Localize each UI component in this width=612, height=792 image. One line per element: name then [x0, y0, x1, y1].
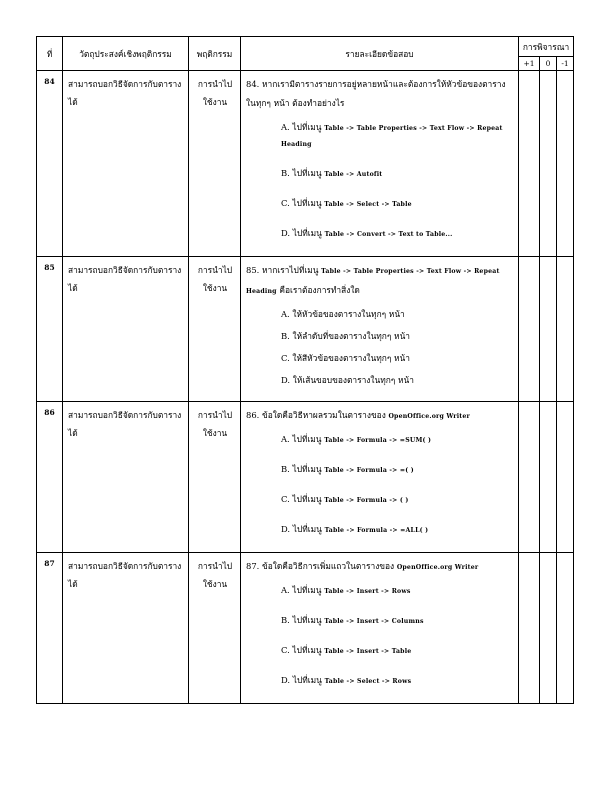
answer-option-label: D. ไปที่เมนู — [281, 675, 325, 685]
answer-option-menu-path: Table -> Table Properties -> Text Flow -> Repeat Heading — [281, 125, 503, 148]
answer-option-menu-path: Table -> Insert -> Table — [324, 648, 412, 655]
objective-cell: สามารถบอกวิธีจัดการกับตารางได้ — [63, 71, 189, 257]
answer-option-menu-path: Table -> Autofit — [324, 171, 383, 178]
answer-option — [246, 307, 514, 323]
answer-option — [246, 196, 514, 212]
answer-option-label: A. ให้หัวข้อของตารางในทุกๆ หน้า — [281, 309, 405, 319]
answer-option — [246, 329, 514, 345]
answer-option-menu-path: Table -> Convert -> Text to Table... — [324, 231, 453, 238]
question-table — [36, 36, 574, 704]
answer-option — [246, 351, 514, 367]
answer-option — [246, 166, 514, 182]
question-text: 84. หากเรามีตารางรายการอยู่หลายหน้าและต้องการให้หัวข้อของตารางในทุกๆ หน้า ต้องทำอย่างไร — [246, 79, 506, 108]
answer-option-menu-path: Table -> Select -> Table — [324, 201, 412, 208]
answer-option-menu-path: Table -> Insert -> Rows — [324, 588, 411, 595]
detail-cell — [241, 257, 519, 402]
answer-option — [246, 643, 514, 659]
detail-cell — [241, 553, 519, 704]
answer-option-label: C. ไปที่เมนู — [281, 198, 325, 208]
table-row — [37, 257, 574, 402]
header-score-plus: +1 — [519, 57, 540, 71]
score-zero-cell — [540, 257, 557, 402]
objective-cell: สามารถบอกวิธีจัดการกับตารางได้ — [63, 257, 189, 402]
header-score-minus: -1 — [557, 57, 574, 71]
question-rows — [37, 71, 574, 704]
answer-option — [246, 120, 514, 152]
detail-cell — [241, 71, 519, 257]
score-minus-cell — [557, 402, 574, 553]
question-stem — [246, 406, 514, 426]
answer-option-menu-path: Table -> Formula -> =( ) — [324, 467, 414, 474]
question-number: 84 — [37, 71, 63, 257]
answer-option — [246, 462, 514, 478]
objective-cell: สามารถบอกวิธีจัดการกับตารางได้ — [63, 553, 189, 704]
answer-option — [246, 226, 514, 242]
answer-option — [246, 492, 514, 508]
question-text: คือเราต้องการทำสิ่งใด — [276, 285, 360, 295]
answer-option-label: C. ไปที่เมนู — [281, 494, 325, 504]
header-behavior: พฤติกรรม — [189, 37, 241, 71]
answer-option-label: D. ไปที่เมนู — [281, 228, 325, 238]
answer-option-menu-path: Table -> Formula -> =ALL( ) — [324, 527, 429, 534]
header-consider: การพิจารณา — [519, 37, 574, 57]
score-plus-cell — [519, 402, 540, 553]
score-minus-cell — [557, 71, 574, 257]
header-score-zero: 0 — [540, 57, 557, 71]
answer-option-menu-path: Table -> Formula -> ( ) — [324, 497, 409, 504]
question-number: 86 — [37, 402, 63, 553]
behavior-cell: การนำไปใช้งาน — [189, 71, 241, 257]
answer-option-label: D. ไปที่เมนู — [281, 524, 325, 534]
answer-option-label: B. ไปที่เมนู — [281, 464, 325, 474]
answer-option — [246, 522, 514, 538]
question-menu-path: Table -> Table Properties -> Text Flow -> Repeat Heading — [246, 268, 500, 295]
answer-option-menu-path: Table -> Select -> Rows — [324, 678, 412, 685]
header-objective: วัตถุประสงค์เชิงพฤติกรรม — [63, 37, 189, 71]
table-row — [37, 71, 574, 257]
answer-option-label: B. ไปที่เมนู — [281, 168, 325, 178]
score-minus-cell — [557, 553, 574, 704]
answer-option-label: B. ไปที่เมนู — [281, 615, 325, 625]
objective-cell: สามารถบอกวิธีจัดการกับตารางได้ — [63, 402, 189, 553]
question-number: 87 — [37, 553, 63, 704]
answer-option — [246, 583, 514, 599]
score-plus-cell — [519, 71, 540, 257]
behavior-cell: การนำไปใช้งาน — [189, 257, 241, 402]
question-menu-path: OpenOffice.org Writer — [396, 564, 479, 571]
score-zero-cell — [540, 402, 557, 553]
question-stem — [246, 261, 514, 301]
answer-option-label: C. ไปที่เมนู — [281, 645, 325, 655]
behavior-cell: การนำไปใช้งาน — [189, 553, 241, 704]
answer-option-label: B. ให้ลำดับที่ของตารางในทุกๆ หน้า — [281, 331, 410, 341]
answer-option — [246, 613, 514, 629]
answer-option — [246, 673, 514, 689]
answer-option-label: A. ไปที่เมนู — [281, 585, 325, 595]
question-stem — [246, 557, 514, 577]
header-no: ที่ — [37, 37, 63, 71]
question-number: 85 — [37, 257, 63, 402]
header-detail: รายละเอียดข้อสอบ — [241, 37, 519, 71]
behavior-cell: การนำไปใช้งาน — [189, 402, 241, 553]
score-zero-cell — [540, 553, 557, 704]
question-text: 85. หากเราไปที่เมนู — [246, 265, 322, 275]
question-stem — [246, 75, 514, 114]
answer-option-label: A. ไปที่เมนู — [281, 122, 325, 132]
answer-option-label: A. ไปที่เมนู — [281, 434, 325, 444]
score-plus-cell — [519, 257, 540, 402]
answer-option-label: C. ให้สีหัวข้อของตารางในทุกๆ หน้า — [281, 353, 410, 363]
table-row — [37, 553, 574, 704]
score-plus-cell — [519, 553, 540, 704]
table-row — [37, 402, 574, 553]
score-minus-cell — [557, 257, 574, 402]
answer-option — [246, 432, 514, 448]
score-zero-cell — [540, 71, 557, 257]
question-text: 87. ข้อใดคือวิธีการเพิ่มแถวในตารางของ — [246, 561, 397, 571]
answer-option-menu-path: Table -> Insert -> Columns — [324, 618, 424, 625]
question-menu-path: OpenOffice.org Writer — [388, 413, 470, 420]
detail-cell — [241, 402, 519, 553]
question-text: 86. ข้อใดคือวิธีหาผลรวมในตารางของ — [246, 410, 389, 420]
answer-option-label: D. ให้เส้นขอบของตารางในทุกๆ หน้า — [281, 375, 414, 385]
answer-option-menu-path: Table -> Formula -> =SUM( ) — [324, 437, 432, 444]
answer-option — [246, 373, 514, 389]
